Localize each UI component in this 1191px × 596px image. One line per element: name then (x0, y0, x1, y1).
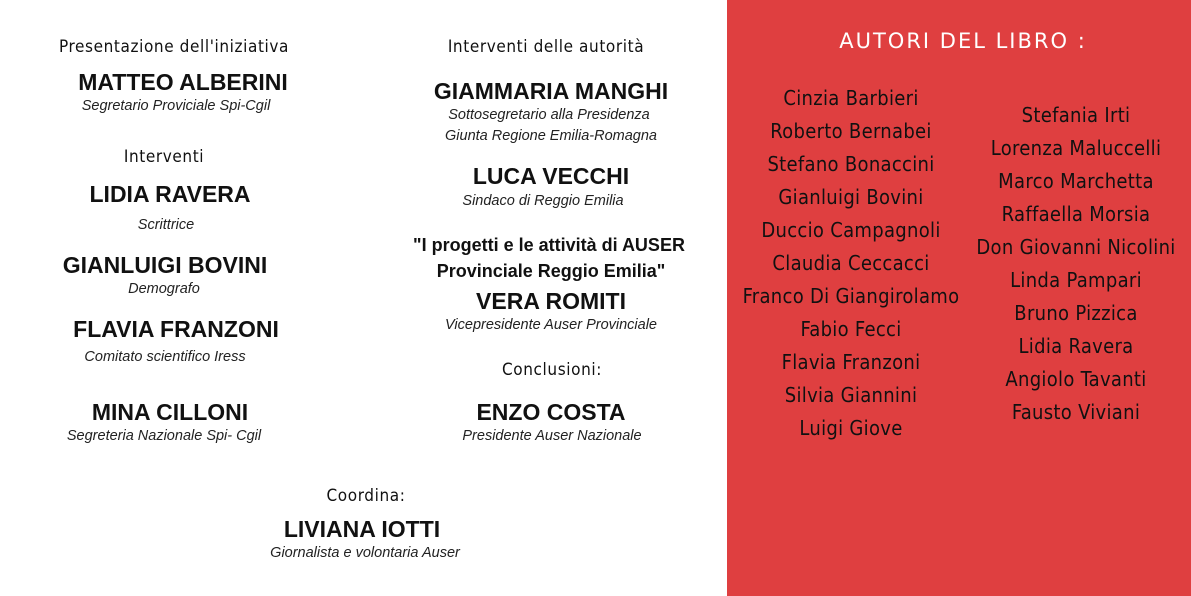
col1-author-item: Franco Di Giangirolamo (742, 284, 960, 308)
col2-author-item: Don Giovanni Nicolini (976, 235, 1176, 259)
col1-author-item: Flavia Franzoni (781, 350, 921, 374)
col1-author-item: Fabio Fecci (800, 317, 902, 341)
lidia-ravera-name: LIDIA RAVERA (89, 181, 251, 207)
authors-column-1 (743, 82, 960, 445)
col2-author-item: Linda Pampari (1010, 268, 1142, 292)
lidia-ravera-role: Scrittrice (137, 217, 195, 233)
col1-author-item: Stefano Bonaccini (767, 152, 935, 176)
col2-author-item: Angiolo Tavanti (1005, 367, 1147, 391)
luca-vecchi-role: Sindaco di Reggio Emilia (462, 193, 624, 209)
conclusioni-heading: Conclusioni: (502, 360, 602, 380)
vera-romiti-name: VERA ROMITI (476, 288, 626, 314)
talk-title-line2: Provinciale Reggio Emilia" (436, 261, 666, 281)
col2-author-item: Raffaella Morsia (1001, 202, 1151, 226)
luca-vecchi-name: LUCA VECCHI (472, 163, 630, 189)
enzo-costa-name: ENZO COSTA (476, 399, 626, 425)
enzo-costa-role: Presidente Auser Nazionale (462, 428, 642, 444)
col1-author-item: Silvia Giannini (784, 383, 918, 407)
col1-author-item: Duccio Campagnoli (761, 218, 941, 242)
col2-author-item: Marco Marchetta (998, 169, 1154, 193)
col1-author-item: Roberto Bernabei (770, 119, 932, 143)
authors-column-2 (976, 99, 1175, 429)
col2-author-item: Lorenza Maluccelli (990, 136, 1162, 160)
interventi-heading: Interventi (123, 147, 205, 167)
col2-author-item: Stefania Irti (1021, 103, 1131, 127)
col1-author-item: Gianluigi Bovini (778, 185, 924, 209)
liviana-iotti-name: LIVIANA IOTTI (283, 516, 441, 542)
col2-author-item: Bruno Pizzica (1014, 301, 1138, 325)
matteo-alberini-role: Segretario Proviciale Spi-Cgil (81, 98, 271, 114)
presentazione-heading: Presentazione dell'iniziativa (58, 37, 290, 57)
autorita-heading: Interventi delle autorità (447, 37, 645, 57)
authors-title: AUTORI DEL LIBRO : (839, 29, 1087, 53)
giammaria-manghi-name: GIAMMARIA MANGHI (433, 78, 669, 104)
col1-author-item: Claudia Ceccacci (772, 251, 930, 275)
col1-author-item: Cinzia Barbieri (783, 86, 919, 110)
mina-cilloni-role: Segreteria Nazionale Spi- Cgil (66, 428, 262, 444)
vera-romiti-role: Vicepresidente Auser Provinciale (445, 317, 657, 333)
col1-author-item: Luigi Giove (799, 416, 903, 440)
mina-cilloni-name: MINA CILLONI (91, 399, 249, 425)
flavia-franzoni-role: Comitato scientifico Iress (84, 349, 246, 365)
col2-author-item: Lidia Ravera (1018, 334, 1134, 358)
matteo-alberini-name: MATTEO ALBERINI (78, 69, 288, 95)
talk-title-line1: "I progetti e le attività di AUSER (413, 235, 685, 255)
liviana-iotti-role: Giornalista e volontaria Auser (270, 545, 460, 561)
gianluigi-bovini-role: Demografo (128, 281, 200, 297)
giammaria-manghi-role-line2: Giunta Regione Emilia-Romagna (445, 128, 657, 144)
col2-author-item: Fausto Viviani (1011, 400, 1141, 424)
coordina-heading: Coordina: (326, 486, 406, 506)
flavia-franzoni-name: FLAVIA FRANZONI (73, 316, 279, 342)
gianluigi-bovini-name: GIANLUIGI BOVINI (62, 252, 268, 278)
giammaria-manghi-role-line1: Sottosegretario alla Presidenza (448, 107, 650, 123)
